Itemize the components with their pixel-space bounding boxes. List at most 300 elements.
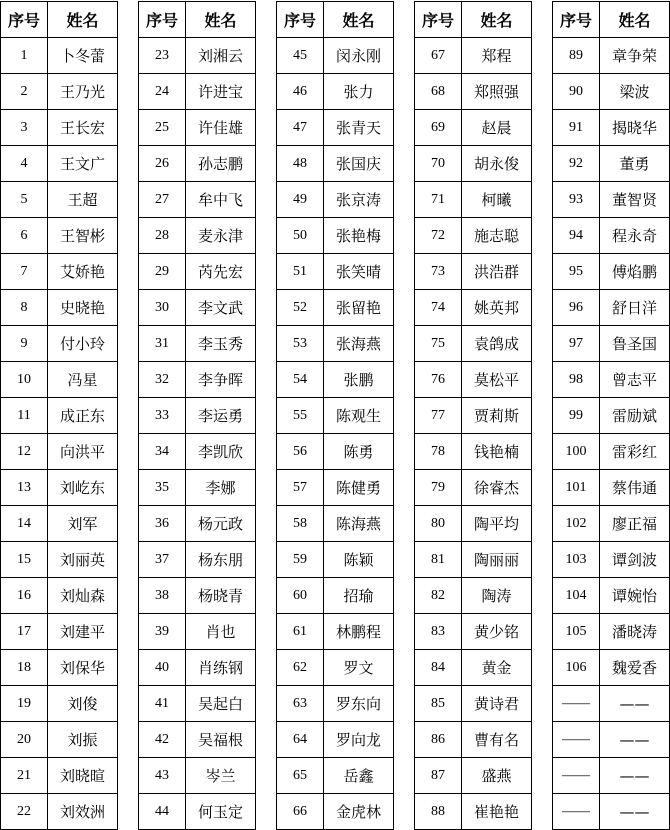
row-index: 44 xyxy=(139,794,186,830)
row-index: 33 xyxy=(139,398,186,434)
table-row xyxy=(139,110,256,146)
table-row xyxy=(415,794,532,830)
table-row xyxy=(553,290,670,326)
person-name: 许佳雄 xyxy=(186,110,256,146)
row-index: —— xyxy=(553,794,600,830)
table-row xyxy=(139,74,256,110)
table-row xyxy=(1,686,118,722)
table-row xyxy=(553,362,670,398)
person-name: 张留艳 xyxy=(324,290,394,326)
person-name: 蔡伟通 xyxy=(600,470,670,506)
row-index: 3 xyxy=(1,110,48,146)
row-index: 62 xyxy=(277,650,324,686)
header-row xyxy=(277,2,394,38)
person-name: 曾志平 xyxy=(600,362,670,398)
person-name: 艾娇艳 xyxy=(48,254,118,290)
person-name: 黄少铭 xyxy=(462,614,532,650)
row-index: 5 xyxy=(1,182,48,218)
person-name: 崔艳艳 xyxy=(462,794,532,830)
person-name: 卜冬蕾 xyxy=(48,38,118,74)
table-row xyxy=(139,614,256,650)
row-index: 2 xyxy=(1,74,48,110)
roster-table-4 xyxy=(414,1,532,830)
table-row xyxy=(139,758,256,794)
table-row xyxy=(1,758,118,794)
table-row xyxy=(1,74,118,110)
table-row xyxy=(1,722,118,758)
table-row xyxy=(277,758,394,794)
header-row xyxy=(139,2,256,38)
person-name: 岑兰 xyxy=(186,758,256,794)
person-name: 陈健勇 xyxy=(324,470,394,506)
person-name: 金虎林 xyxy=(324,794,394,830)
row-index: 28 xyxy=(139,218,186,254)
row-index: 13 xyxy=(1,470,48,506)
person-name: 魏爱香 xyxy=(600,650,670,686)
row-index: 36 xyxy=(139,506,186,542)
row-index: 1 xyxy=(1,38,48,74)
row-index: 32 xyxy=(139,362,186,398)
table-row xyxy=(553,794,670,830)
person-name: 潘晓涛 xyxy=(600,614,670,650)
column-header-name: 姓名 xyxy=(186,2,256,38)
column-header-name: 姓名 xyxy=(48,2,118,38)
row-index: 31 xyxy=(139,326,186,362)
table-row xyxy=(553,758,670,794)
table-row xyxy=(415,398,532,434)
person-name: 柯曦 xyxy=(462,182,532,218)
table-row xyxy=(415,74,532,110)
table-row xyxy=(415,686,532,722)
row-index: 97 xyxy=(553,326,600,362)
person-name: 黄金 xyxy=(462,650,532,686)
column-header-index: 序号 xyxy=(1,2,48,38)
table-row xyxy=(1,110,118,146)
table-row xyxy=(415,38,532,74)
person-name: 张国庆 xyxy=(324,146,394,182)
person-name: 徐睿杰 xyxy=(462,470,532,506)
person-name: 赵晨 xyxy=(462,110,532,146)
row-index: 70 xyxy=(415,146,462,182)
table-row xyxy=(1,218,118,254)
row-index: 69 xyxy=(415,110,462,146)
person-name: 雷彩红 xyxy=(600,434,670,470)
table-row xyxy=(277,794,394,830)
person-name: —— xyxy=(600,794,670,830)
row-index: 82 xyxy=(415,578,462,614)
person-name: 陶平均 xyxy=(462,506,532,542)
row-index: 104 xyxy=(553,578,600,614)
person-name: 冯星 xyxy=(48,362,118,398)
row-index: 25 xyxy=(139,110,186,146)
table-row xyxy=(415,758,532,794)
table-row xyxy=(277,506,394,542)
person-name: 李娜 xyxy=(186,470,256,506)
person-name: 王超 xyxy=(48,182,118,218)
row-index: 30 xyxy=(139,290,186,326)
table-row xyxy=(415,362,532,398)
table-row xyxy=(277,470,394,506)
table-row xyxy=(139,794,256,830)
person-name: 刘屹东 xyxy=(48,470,118,506)
person-name: 曹有名 xyxy=(462,722,532,758)
person-name: 雷励斌 xyxy=(600,398,670,434)
person-name: 吴起白 xyxy=(186,686,256,722)
person-name: 王文广 xyxy=(48,146,118,182)
person-name: 李玉秀 xyxy=(186,326,256,362)
person-name: 郑照强 xyxy=(462,74,532,110)
table-row xyxy=(553,470,670,506)
table-row xyxy=(277,686,394,722)
row-index: 57 xyxy=(277,470,324,506)
row-index: 15 xyxy=(1,542,48,578)
table-row xyxy=(277,182,394,218)
person-name: 盛燕 xyxy=(462,758,532,794)
person-name: 陈观生 xyxy=(324,398,394,434)
table-row xyxy=(277,110,394,146)
row-index: 75 xyxy=(415,326,462,362)
row-index: 40 xyxy=(139,650,186,686)
person-name: 董勇 xyxy=(600,146,670,182)
table-row xyxy=(139,398,256,434)
table-row xyxy=(553,218,670,254)
person-name: 肖也 xyxy=(186,614,256,650)
person-name: 刘湘云 xyxy=(186,38,256,74)
table-row xyxy=(415,254,532,290)
row-index: 6 xyxy=(1,218,48,254)
table-row xyxy=(415,614,532,650)
row-index: 39 xyxy=(139,614,186,650)
person-name: 刘灿森 xyxy=(48,578,118,614)
row-index: 71 xyxy=(415,182,462,218)
table-row xyxy=(1,578,118,614)
row-index: 23 xyxy=(139,38,186,74)
table-row xyxy=(139,254,256,290)
table-row xyxy=(1,506,118,542)
person-name: 贾莉斯 xyxy=(462,398,532,434)
table-row xyxy=(553,182,670,218)
person-name: 陶涛 xyxy=(462,578,532,614)
row-index: 102 xyxy=(553,506,600,542)
row-index: 46 xyxy=(277,74,324,110)
row-index: 80 xyxy=(415,506,462,542)
row-index: 21 xyxy=(1,758,48,794)
row-index: 60 xyxy=(277,578,324,614)
row-index: 79 xyxy=(415,470,462,506)
row-index: 14 xyxy=(1,506,48,542)
column-header-name: 姓名 xyxy=(462,2,532,38)
table-row xyxy=(553,38,670,74)
header-row xyxy=(415,2,532,38)
person-name: 张艳梅 xyxy=(324,218,394,254)
table-row xyxy=(139,362,256,398)
row-index: 56 xyxy=(277,434,324,470)
row-index: 78 xyxy=(415,434,462,470)
person-name: 向洪平 xyxy=(48,434,118,470)
person-name: 洪浩群 xyxy=(462,254,532,290)
person-name: 肖练钢 xyxy=(186,650,256,686)
table-row xyxy=(1,254,118,290)
table-row xyxy=(139,578,256,614)
table-row xyxy=(1,542,118,578)
person-name: 李文武 xyxy=(186,290,256,326)
table-row xyxy=(139,38,256,74)
row-index: 12 xyxy=(1,434,48,470)
person-name: 林鹏程 xyxy=(324,614,394,650)
table-row xyxy=(139,470,256,506)
person-name: 钱艳楠 xyxy=(462,434,532,470)
row-index: 65 xyxy=(277,758,324,794)
row-index: 55 xyxy=(277,398,324,434)
table-row xyxy=(553,578,670,614)
row-index: 84 xyxy=(415,650,462,686)
table-row xyxy=(415,146,532,182)
row-index: —— xyxy=(553,722,600,758)
person-name: 王长宏 xyxy=(48,110,118,146)
row-index: 98 xyxy=(553,362,600,398)
table-row xyxy=(553,254,670,290)
table-row xyxy=(553,326,670,362)
person-name: 吴福根 xyxy=(186,722,256,758)
column-header-index: 序号 xyxy=(139,2,186,38)
table-row xyxy=(415,470,532,506)
person-name: 章争荣 xyxy=(600,38,670,74)
person-name: 刘丽英 xyxy=(48,542,118,578)
person-name: 陈海燕 xyxy=(324,506,394,542)
person-name: 张海燕 xyxy=(324,326,394,362)
table-row xyxy=(1,614,118,650)
row-index: 27 xyxy=(139,182,186,218)
person-name: 傅焰鹏 xyxy=(600,254,670,290)
table-row xyxy=(277,722,394,758)
row-index: 20 xyxy=(1,722,48,758)
row-index: 106 xyxy=(553,650,600,686)
row-index: 47 xyxy=(277,110,324,146)
column-header-index: 序号 xyxy=(415,2,462,38)
table-row xyxy=(139,326,256,362)
person-name: 罗文 xyxy=(324,650,394,686)
person-name: 杨东朋 xyxy=(186,542,256,578)
row-index: 90 xyxy=(553,74,600,110)
person-name: 张力 xyxy=(324,74,394,110)
table-row xyxy=(139,542,256,578)
table-row xyxy=(139,146,256,182)
row-index: 73 xyxy=(415,254,462,290)
person-name: 陈勇 xyxy=(324,434,394,470)
row-index: 86 xyxy=(415,722,462,758)
row-index: 93 xyxy=(553,182,600,218)
table-row xyxy=(139,182,256,218)
person-name: 李凯欣 xyxy=(186,434,256,470)
table-row xyxy=(553,614,670,650)
person-name: 黄诗君 xyxy=(462,686,532,722)
table-row xyxy=(553,434,670,470)
table-row xyxy=(277,650,394,686)
table-row xyxy=(1,362,118,398)
person-name: 许进宝 xyxy=(186,74,256,110)
person-name: —— xyxy=(600,722,670,758)
row-index: 9 xyxy=(1,326,48,362)
person-name: 陈颖 xyxy=(324,542,394,578)
table-row xyxy=(277,578,394,614)
table-row xyxy=(277,290,394,326)
person-name: 孙志鹏 xyxy=(186,146,256,182)
table-row xyxy=(553,650,670,686)
row-index: 68 xyxy=(415,74,462,110)
header-row xyxy=(1,2,118,38)
person-name: 莫松平 xyxy=(462,362,532,398)
person-name: 杨元政 xyxy=(186,506,256,542)
person-name: 郑程 xyxy=(462,38,532,74)
table-row xyxy=(415,542,532,578)
table-row xyxy=(277,74,394,110)
person-name: 刘晓暄 xyxy=(48,758,118,794)
table-row xyxy=(277,398,394,434)
table-row xyxy=(415,434,532,470)
person-name: 刘保华 xyxy=(48,650,118,686)
row-index: 94 xyxy=(553,218,600,254)
person-name: 杨晓青 xyxy=(186,578,256,614)
row-index: 38 xyxy=(139,578,186,614)
roster-table-1 xyxy=(0,1,118,830)
row-index: 41 xyxy=(139,686,186,722)
table-row xyxy=(139,434,256,470)
row-index: 88 xyxy=(415,794,462,830)
row-index: 67 xyxy=(415,38,462,74)
person-name: 谭婉怡 xyxy=(600,578,670,614)
row-index: 10 xyxy=(1,362,48,398)
table-row xyxy=(553,506,670,542)
table-row xyxy=(139,722,256,758)
row-index: 34 xyxy=(139,434,186,470)
person-name: 揭晓华 xyxy=(600,110,670,146)
row-index: 24 xyxy=(139,74,186,110)
table-row xyxy=(553,146,670,182)
person-name: 岳鑫 xyxy=(324,758,394,794)
table-row xyxy=(139,506,256,542)
row-index: 37 xyxy=(139,542,186,578)
row-index: 54 xyxy=(277,362,324,398)
row-index: 26 xyxy=(139,146,186,182)
person-name: 成正东 xyxy=(48,398,118,434)
row-index: 77 xyxy=(415,398,462,434)
table-row xyxy=(1,794,118,830)
table-row xyxy=(277,38,394,74)
row-index: 76 xyxy=(415,362,462,398)
row-index: 29 xyxy=(139,254,186,290)
table-row xyxy=(277,434,394,470)
table-row xyxy=(139,686,256,722)
column-header-name: 姓名 xyxy=(324,2,394,38)
row-index: 87 xyxy=(415,758,462,794)
table-row xyxy=(1,38,118,74)
table-row xyxy=(553,686,670,722)
table-row xyxy=(415,110,532,146)
row-index: 64 xyxy=(277,722,324,758)
table-row xyxy=(415,722,532,758)
table-row xyxy=(415,506,532,542)
row-index: 7 xyxy=(1,254,48,290)
person-name: 梁波 xyxy=(600,74,670,110)
column-header-index: 序号 xyxy=(277,2,324,38)
person-name: —— xyxy=(600,758,670,794)
row-index: 105 xyxy=(553,614,600,650)
person-name: 刘军 xyxy=(48,506,118,542)
person-name: 舒日洋 xyxy=(600,290,670,326)
person-name: 刘效洲 xyxy=(48,794,118,830)
row-index: 99 xyxy=(553,398,600,434)
person-name: 程永奇 xyxy=(600,218,670,254)
table-row xyxy=(139,290,256,326)
row-index: 52 xyxy=(277,290,324,326)
header-row xyxy=(553,2,670,38)
table-row xyxy=(277,218,394,254)
table-row xyxy=(277,326,394,362)
row-index: 59 xyxy=(277,542,324,578)
person-name: 廖正福 xyxy=(600,506,670,542)
table-row xyxy=(415,578,532,614)
row-index: 81 xyxy=(415,542,462,578)
person-name: 李争晖 xyxy=(186,362,256,398)
person-name: 芮先宏 xyxy=(186,254,256,290)
table-row xyxy=(553,110,670,146)
table-row xyxy=(277,614,394,650)
person-name: 张京涛 xyxy=(324,182,394,218)
table-row xyxy=(1,398,118,434)
person-name: 闵永刚 xyxy=(324,38,394,74)
table-row xyxy=(553,74,670,110)
roster-table-5 xyxy=(552,1,670,830)
person-name: 罗东向 xyxy=(324,686,394,722)
table-row xyxy=(415,218,532,254)
row-index: 61 xyxy=(277,614,324,650)
row-index: 95 xyxy=(553,254,600,290)
row-index: 51 xyxy=(277,254,324,290)
person-name: 胡永俊 xyxy=(462,146,532,182)
column-header-name: 姓名 xyxy=(600,2,670,38)
person-name: 张青天 xyxy=(324,110,394,146)
table-row xyxy=(415,290,532,326)
row-index: 96 xyxy=(553,290,600,326)
person-name: 袁鸽成 xyxy=(462,326,532,362)
person-name: 牟中飞 xyxy=(186,182,256,218)
person-name: 陶丽丽 xyxy=(462,542,532,578)
person-name: 施志聪 xyxy=(462,218,532,254)
table-row xyxy=(1,326,118,362)
row-index: 4 xyxy=(1,146,48,182)
row-index: 45 xyxy=(277,38,324,74)
row-index: 53 xyxy=(277,326,324,362)
person-name: 张笑晴 xyxy=(324,254,394,290)
table-row xyxy=(1,434,118,470)
row-index: 58 xyxy=(277,506,324,542)
table-row xyxy=(277,362,394,398)
row-index: 66 xyxy=(277,794,324,830)
row-index: 89 xyxy=(553,38,600,74)
row-index: 91 xyxy=(553,110,600,146)
person-name: 王乃光 xyxy=(48,74,118,110)
person-name: 姚英邦 xyxy=(462,290,532,326)
table-row xyxy=(277,542,394,578)
person-name: 董智贤 xyxy=(600,182,670,218)
row-index: 63 xyxy=(277,686,324,722)
column-header-index: 序号 xyxy=(553,2,600,38)
person-name: 刘振 xyxy=(48,722,118,758)
row-index: 42 xyxy=(139,722,186,758)
table-row xyxy=(1,146,118,182)
person-name: 刘俊 xyxy=(48,686,118,722)
row-index: 18 xyxy=(1,650,48,686)
